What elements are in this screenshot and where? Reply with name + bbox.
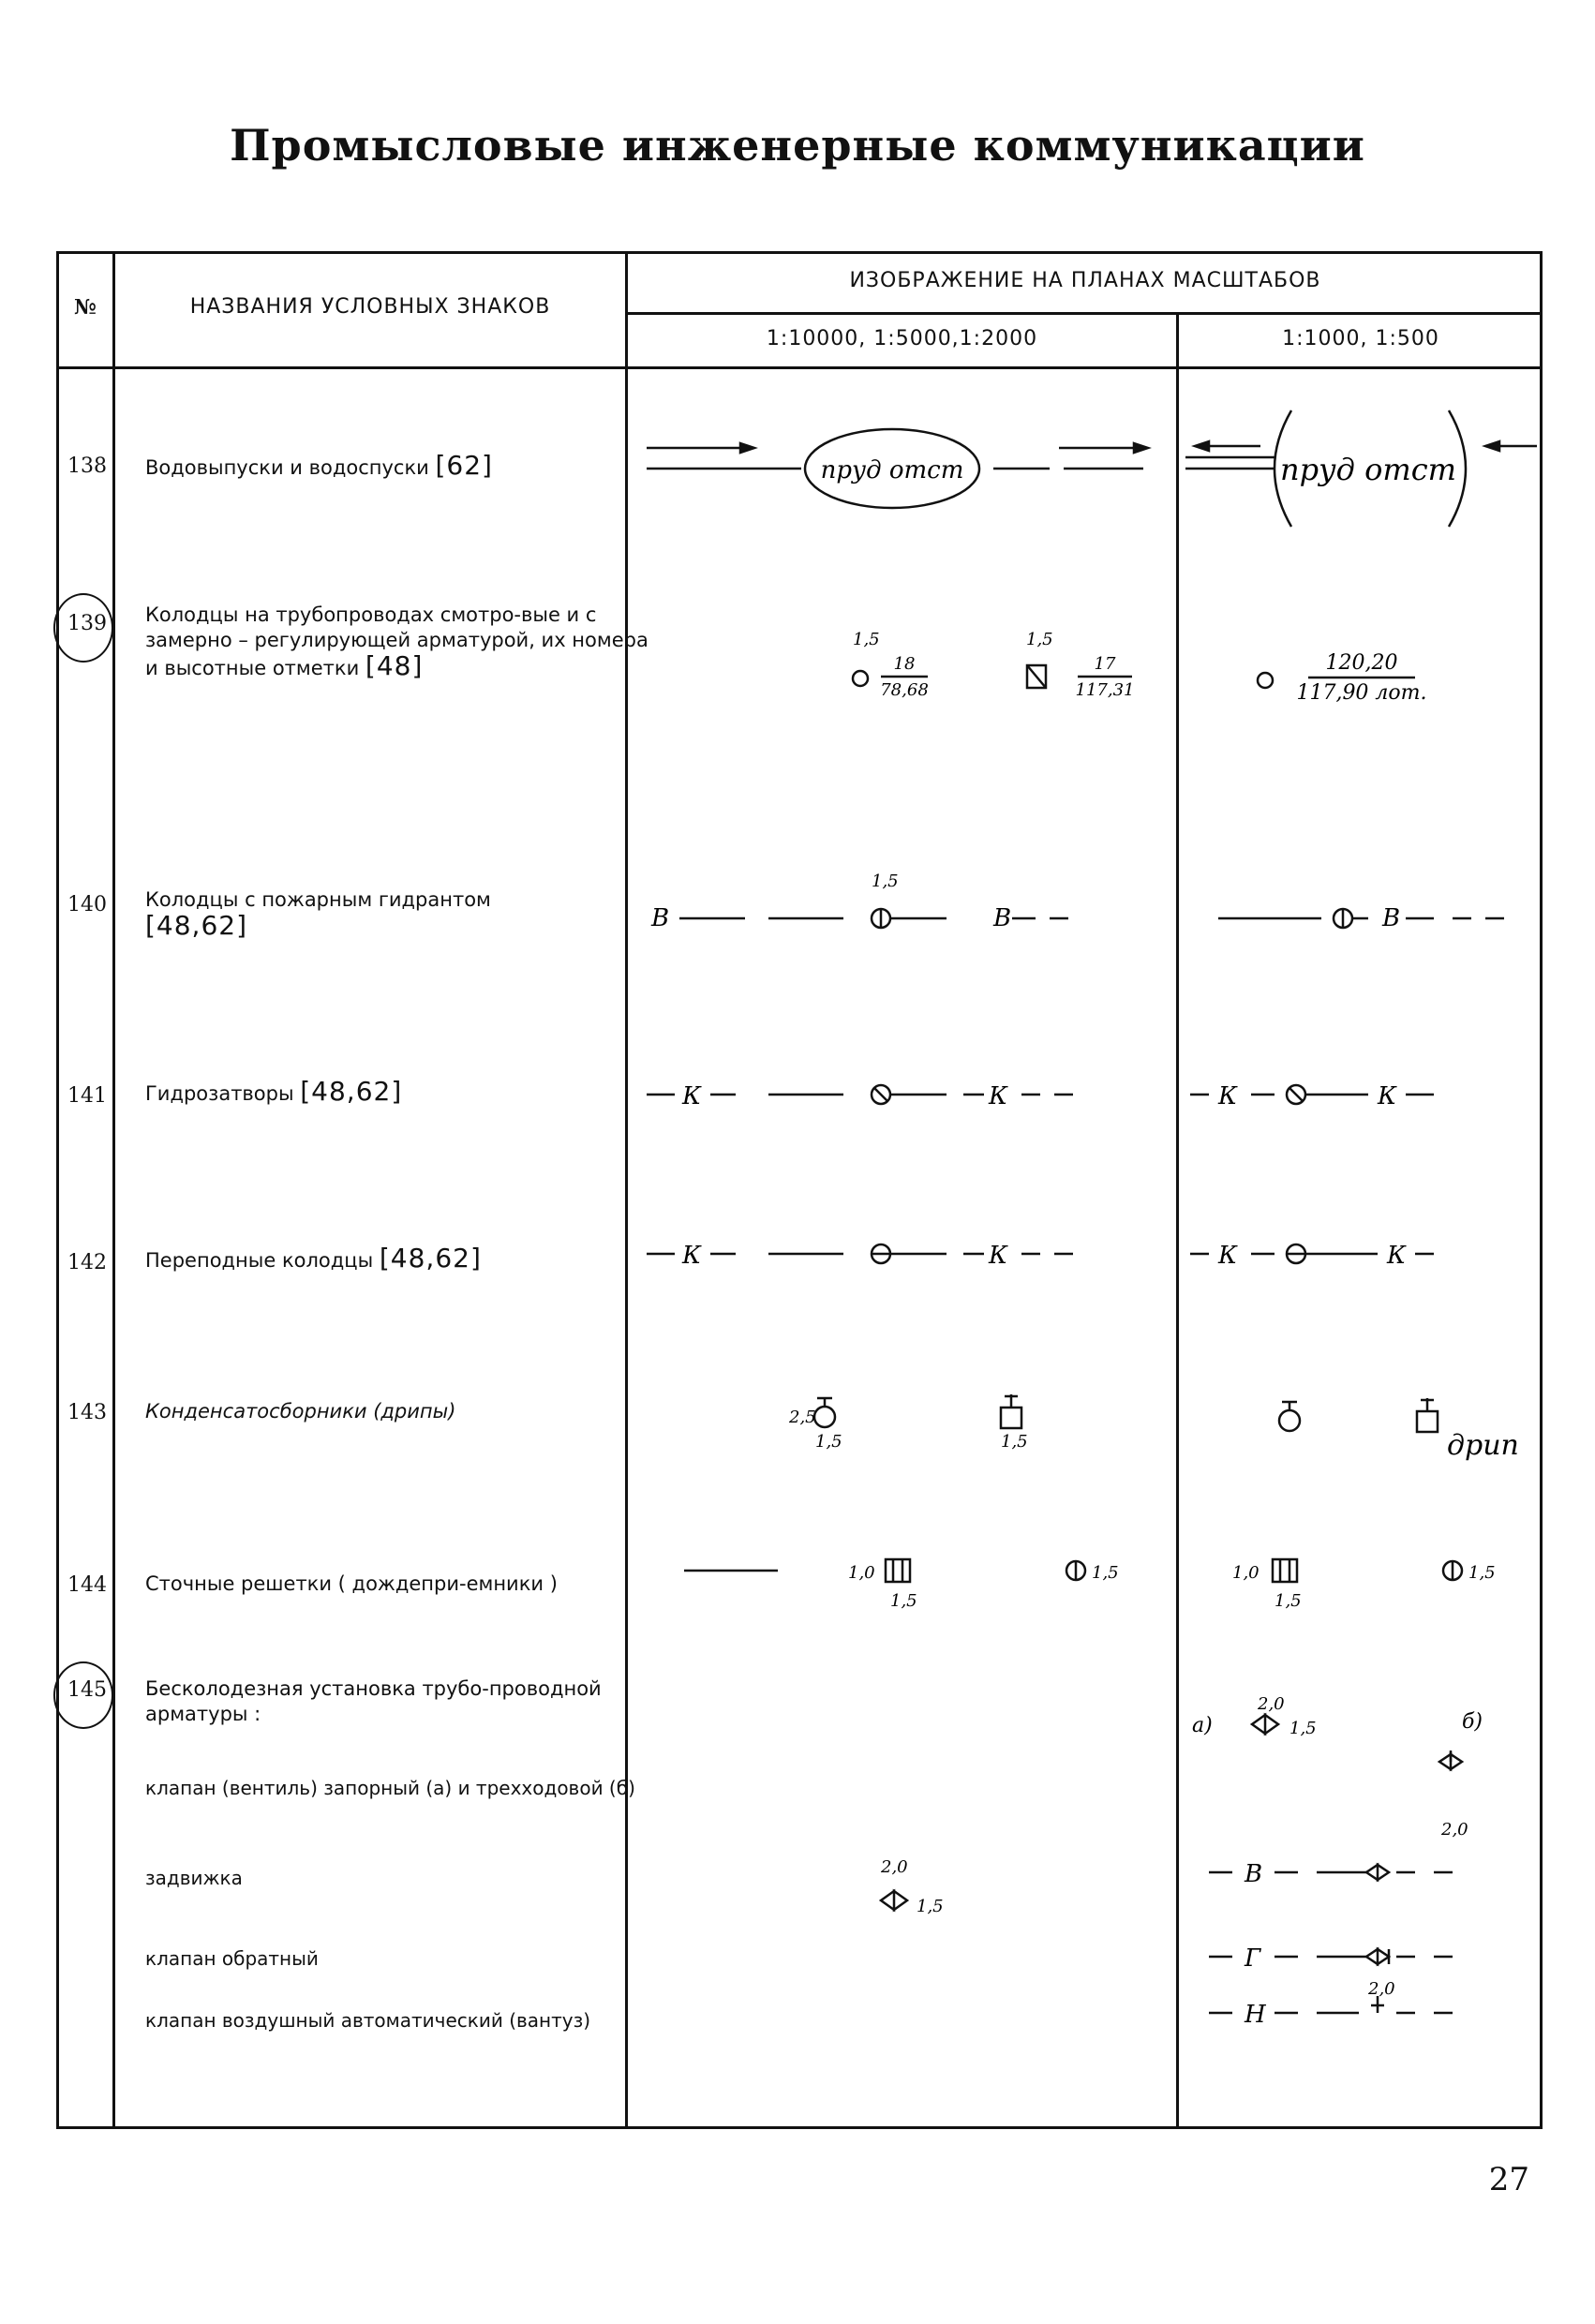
row-number: 143	[67, 1401, 107, 1424]
well-symbol	[853, 671, 868, 686]
size-label: 1,5	[1289, 1719, 1317, 1738]
line-letter: Н	[1245, 2001, 1266, 2029]
well-number: 17	[1094, 654, 1116, 674]
size-label: 1,5	[1026, 630, 1053, 649]
size-label: 1,5	[1001, 1432, 1028, 1452]
grate-symbol	[1273, 1559, 1297, 1582]
drip-symbol	[1001, 1408, 1021, 1428]
arrow-head	[740, 443, 754, 453]
size-label: 2,0	[1441, 1820, 1468, 1840]
well-number: 18	[893, 654, 916, 674]
sub-item: клапан обратный	[145, 1947, 319, 1970]
sub-item: задвижка	[145, 1867, 243, 1889]
line-letter: К	[1387, 1242, 1407, 1270]
well-elevation: 78,68	[880, 680, 929, 700]
size-label: 1,5	[890, 1591, 917, 1611]
drip-symbol	[814, 1407, 835, 1427]
line-letter: В	[1245, 1860, 1263, 1888]
check-valve-symbol	[1366, 1949, 1389, 1964]
symbols-drawing	[56, 251, 1543, 2129]
page-title: Промысловые инженерные коммуникации	[230, 120, 1365, 171]
row-name: Гидрозатворы [48,62]	[145, 1076, 403, 1107]
size-label: 1,0	[848, 1563, 875, 1583]
variant-label: а)	[1192, 1714, 1213, 1737]
size-label: 2,0	[1258, 1694, 1285, 1714]
size-label: 1,5	[815, 1432, 842, 1452]
row-name: Бесколодезная установка трубо-проводной арматуры :	[145, 1677, 602, 1725]
size-label: 2,5	[789, 1408, 816, 1427]
well-elevation: 117,31	[1075, 680, 1135, 700]
row-name: Водовыпуски и водоспуски [62]	[145, 450, 493, 481]
row-number: 139	[67, 612, 107, 635]
variant-label: б)	[1462, 1710, 1483, 1734]
drip-label: дрип	[1447, 1429, 1519, 1462]
arrow-head	[1485, 441, 1499, 451]
line-letter: К	[682, 1082, 702, 1110]
row-name: Колодцы на трубопроводах смотро-вые и с замерно – регулирующей арматурой, их номера и высотные отметки [48]	[145, 603, 648, 681]
gate-valve-symbol	[881, 1891, 907, 1910]
sub-item: клапан (вентиль) запорный (а) и трехходовой (б)	[145, 1777, 635, 1799]
header-scale-small: 1:10000, 1:5000,1:2000	[766, 327, 1038, 350]
line-letter: В	[651, 904, 670, 932]
row-name: Сточные решетки ( дождепри-емники )	[145, 1572, 558, 1595]
line-letter: К	[1218, 1082, 1238, 1110]
row-number: 138	[67, 454, 107, 478]
arrow-head	[1195, 441, 1209, 451]
gate-valve-symbol	[1366, 1865, 1389, 1880]
drip-symbol	[1279, 1410, 1300, 1431]
line-letter: К	[989, 1242, 1008, 1270]
size-label: 1,0	[1232, 1563, 1260, 1583]
header-scale-large: 1:1000, 1:500	[1282, 327, 1439, 350]
page-number: 27	[1488, 2161, 1529, 2198]
sub-item: клапан воздушный автоматический (вантуз)	[145, 2009, 591, 2032]
size-label: 1,5	[853, 630, 880, 649]
size-label: 1,5	[1092, 1563, 1119, 1583]
symbols-table	[56, 251, 1543, 2129]
line-letter: К	[989, 1082, 1008, 1110]
shutoff-valve-symbol	[1252, 1715, 1278, 1734]
size-label: 1,5	[1468, 1563, 1496, 1583]
pond-label: пруд отст	[820, 456, 964, 484]
grate-symbol	[886, 1559, 910, 1582]
line-letter: В	[1382, 904, 1401, 932]
well-number: 120,20	[1325, 651, 1398, 675]
line-letter: В	[993, 904, 1012, 932]
header-images: ИЗОБРАЖЕНИЕ НА ПЛАНАХ МАСШТАБОВ	[849, 269, 1321, 292]
line-letter: К	[1218, 1242, 1238, 1270]
row-number: 140	[67, 893, 107, 916]
size-label: 1,5	[1275, 1591, 1302, 1611]
line-letter: К	[682, 1242, 702, 1270]
size-label: 2,0	[881, 1857, 908, 1877]
size-label: 1,5	[917, 1897, 944, 1916]
row-number: 141	[67, 1084, 107, 1108]
size-label: 1,5	[872, 872, 899, 891]
line-letter: Г	[1245, 1944, 1261, 1973]
row-name: Переподные колодцы [48,62]	[145, 1243, 482, 1274]
drip-symbol	[1417, 1411, 1438, 1432]
row-number: 145	[67, 1678, 107, 1702]
row-number: 142	[67, 1251, 107, 1274]
row-name: Конденсатосборники (дрипы)	[145, 1400, 456, 1423]
row-number: 144	[67, 1573, 107, 1597]
well-symbol	[1258, 673, 1273, 688]
well-elevation: 117,90 лот.	[1296, 681, 1427, 705]
line-letter: К	[1378, 1082, 1397, 1110]
header-number: №	[74, 295, 97, 320]
row-name: Колодцы с пожарным гидрантом [48,62]	[145, 888, 491, 941]
header-names: НАЗВАНИЯ УСЛОВНЫХ ЗНАКОВ	[189, 295, 551, 319]
size-label: 2,0	[1368, 1979, 1395, 1999]
arrow-head	[1134, 443, 1148, 453]
pond-label: пруд отст	[1280, 452, 1456, 487]
